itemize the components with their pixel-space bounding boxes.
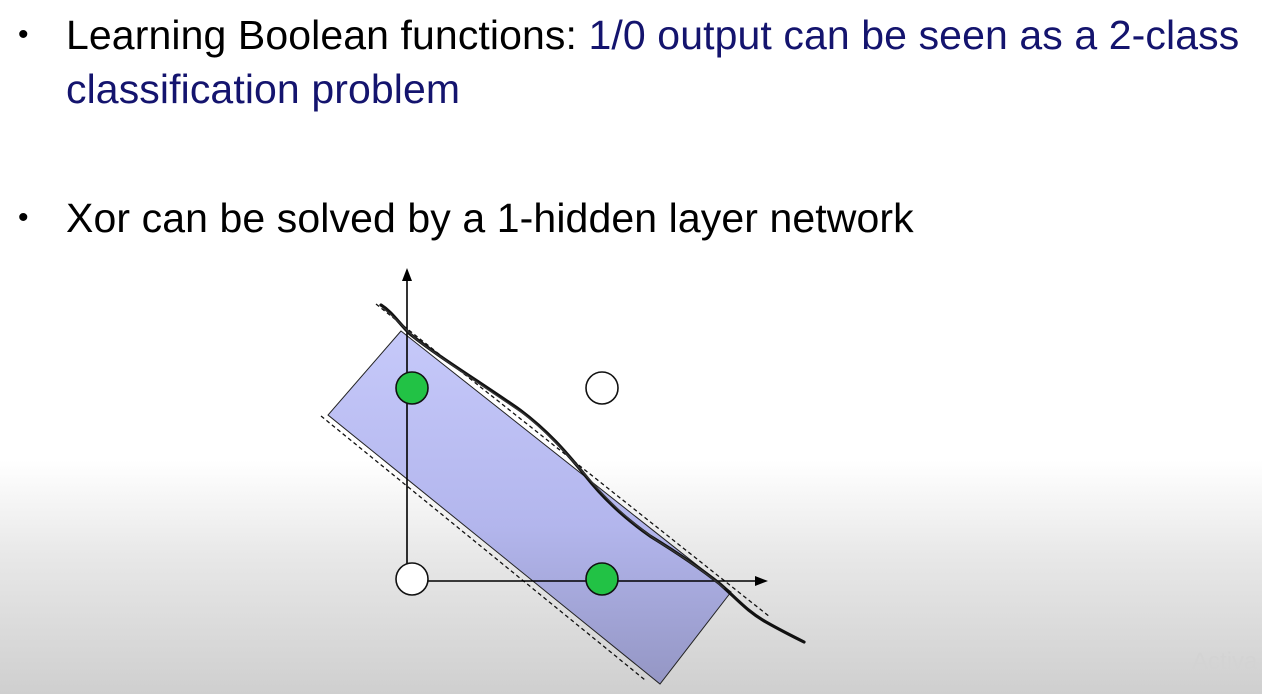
xor-point-0-0-class-0	[396, 563, 428, 595]
y-axis-arrow-icon	[402, 268, 412, 281]
bullet-text: Learning Boolean functions: 1/0 output can be seen as a 2-class classification problem	[66, 12, 1240, 112]
activation-watermark: Activa	[1192, 648, 1258, 675]
bullet-dot: •	[18, 201, 29, 234]
xor-point-1-0-class-1	[586, 563, 618, 595]
x-axis-arrow-icon	[755, 576, 768, 586]
bullet-text: Xor can be solved by a 1-hidden layer network	[66, 195, 914, 241]
bullet-accent-text: 1/0 output can be seen as a 2-class classification problem	[66, 12, 1240, 112]
bullet-dot: •	[18, 18, 29, 51]
xor-point-1-1-class-0	[586, 372, 618, 404]
class-region	[328, 331, 731, 684]
xor-point-0-1-class-1	[396, 372, 428, 404]
